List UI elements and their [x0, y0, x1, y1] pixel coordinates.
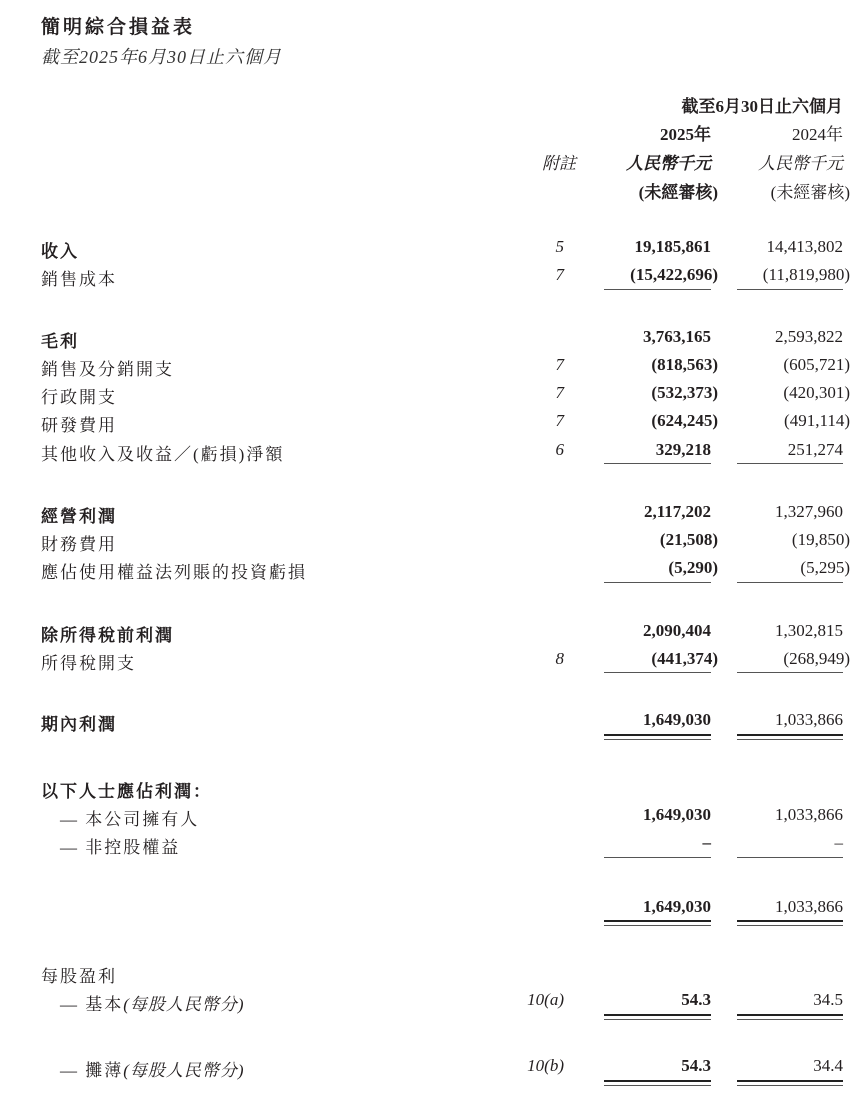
value-2025: 1,649,030	[643, 805, 711, 824]
row-note: 7	[555, 411, 564, 430]
row-label: 財務費用	[41, 535, 117, 554]
value-2025: 329,218	[655, 440, 711, 459]
total-double-rule	[604, 734, 711, 740]
row-label: 經營利潤	[41, 507, 117, 526]
value-2024: (268,949)	[783, 649, 850, 668]
table-row	[0, 407, 864, 435]
value-2025: 1,649,030	[643, 710, 711, 729]
row-note: 8	[555, 649, 564, 668]
value-2024: (19,850)	[791, 530, 850, 549]
row-label: — 攤薄(每股人民幣分)	[60, 1061, 245, 1080]
value-2024: 34.4	[813, 1056, 843, 1075]
total-double-rule	[737, 1080, 843, 1086]
value-2024: 14,413,802	[766, 237, 843, 256]
value-2024: 1,033,866	[775, 710, 843, 729]
table-row	[0, 498, 864, 526]
subtotal-rule	[604, 582, 711, 583]
value-2024: 1,327,960	[775, 502, 843, 521]
year-2025-header: 2025年	[660, 125, 711, 144]
value-2025: (441,374)	[651, 649, 718, 668]
row-label: 行政開支	[41, 388, 117, 407]
row-label: — 基本(每股人民幣分)	[60, 995, 245, 1014]
value-2024: (491,114)	[784, 411, 850, 430]
row-note: 5	[555, 237, 564, 256]
subtotal-rule	[604, 289, 711, 290]
value-2024: –	[834, 833, 843, 852]
subtotal-rule	[604, 857, 711, 858]
total-double-rule	[737, 920, 843, 926]
year-2024-header: 2024年	[792, 125, 843, 144]
table-row	[0, 645, 864, 673]
subtotal-rule	[604, 672, 711, 673]
table-row	[0, 379, 864, 407]
table-row	[0, 706, 864, 734]
row-note: 7	[555, 265, 564, 284]
total-double-rule	[604, 1080, 711, 1086]
currency-2025-header: 人民幣千元	[626, 154, 711, 173]
row-note: 7	[555, 355, 564, 374]
table-row	[0, 351, 864, 379]
row-label: 收入	[41, 242, 79, 261]
table-row	[0, 617, 864, 645]
subtotal-rule	[737, 289, 843, 290]
table-row	[0, 893, 864, 921]
row-note: 10(b)	[527, 1056, 564, 1075]
value-2024: 34.5	[813, 990, 843, 1009]
row-label: 所得稅開支	[41, 654, 136, 673]
row-label: — 本公司擁有人	[60, 810, 200, 829]
value-2024: 1,302,815	[775, 621, 843, 640]
table-row	[0, 986, 864, 1014]
row-label: 以下人士應佔利潤：	[41, 782, 212, 801]
row-label: 銷售及分銷開支	[41, 360, 174, 379]
value-2025: (15,422,696)	[630, 265, 718, 284]
value-2025: 1,649,030	[643, 897, 711, 916]
value-2025: –	[702, 833, 711, 852]
value-2025: (624,245)	[651, 411, 718, 430]
value-2024: (11,819,980)	[762, 265, 850, 284]
table-row	[0, 554, 864, 582]
row-label: 應佔使用權益法列賬的投資虧損	[41, 563, 307, 582]
value-2024: (605,721)	[783, 355, 850, 374]
table-row	[0, 436, 864, 464]
value-2025: 2,117,202	[643, 502, 711, 521]
value-2025: 19,185,861	[634, 237, 711, 256]
table-row	[0, 526, 864, 554]
row-label: 其他收入及收益／(虧損)淨額	[41, 445, 285, 464]
table-row	[0, 958, 864, 986]
value-2024: 1,033,866	[775, 805, 843, 824]
subtotal-rule	[737, 582, 843, 583]
value-2025: 54.3	[681, 990, 711, 1009]
statement-subtitle: 截至2025年6月30日止六個月	[41, 47, 282, 67]
total-double-rule	[604, 920, 711, 926]
value-2024: (420,301)	[783, 383, 850, 402]
note-header: 附註	[542, 154, 576, 173]
subtotal-rule	[737, 672, 843, 673]
value-2025: 3,763,165	[643, 327, 711, 346]
table-row	[0, 773, 864, 801]
table-row	[0, 1052, 864, 1080]
audit-2025-header: (未經審核)	[638, 183, 718, 202]
value-2024: 2,593,822	[775, 327, 843, 346]
row-note: 6	[555, 440, 564, 459]
row-label: — 非控股權益	[60, 838, 181, 857]
row-label: 每股盈利	[41, 967, 117, 986]
row-note: 7	[555, 383, 564, 402]
period-header: 截至6月30日止六個月	[681, 97, 843, 116]
row-label: 期內利潤	[41, 715, 117, 734]
row-label: 銷售成本	[41, 270, 117, 289]
table-row	[0, 829, 864, 857]
value-2025: (818,563)	[651, 355, 718, 374]
row-label: 毛利	[41, 332, 79, 351]
table-row	[0, 233, 864, 261]
table-row	[0, 261, 864, 289]
value-2025: (21,508)	[659, 530, 718, 549]
value-2025: 54.3	[681, 1056, 711, 1075]
subtotal-rule	[737, 463, 843, 464]
total-double-rule	[737, 734, 843, 740]
statement-title: 簡明綜合損益表	[41, 17, 196, 38]
row-note: 10(a)	[527, 990, 564, 1009]
total-double-rule	[737, 1014, 843, 1020]
audit-2024-header: (未經審核)	[770, 183, 850, 202]
table-row	[0, 801, 864, 829]
value-2025: (5,290)	[668, 558, 718, 577]
value-2024: 251,274	[787, 440, 843, 459]
value-2024: 1,033,866	[775, 897, 843, 916]
currency-2024-header: 人民幣千元	[758, 154, 843, 173]
value-2025: 2,090,404	[643, 621, 711, 640]
table-row	[0, 323, 864, 351]
value-2025: (532,373)	[651, 383, 718, 402]
subtotal-rule	[737, 857, 843, 858]
subtotal-rule	[604, 463, 711, 464]
value-2024: (5,295)	[800, 558, 850, 577]
total-double-rule	[604, 1014, 711, 1020]
row-label: 研發費用	[41, 416, 117, 435]
row-label: 除所得稅前利潤	[41, 626, 174, 645]
